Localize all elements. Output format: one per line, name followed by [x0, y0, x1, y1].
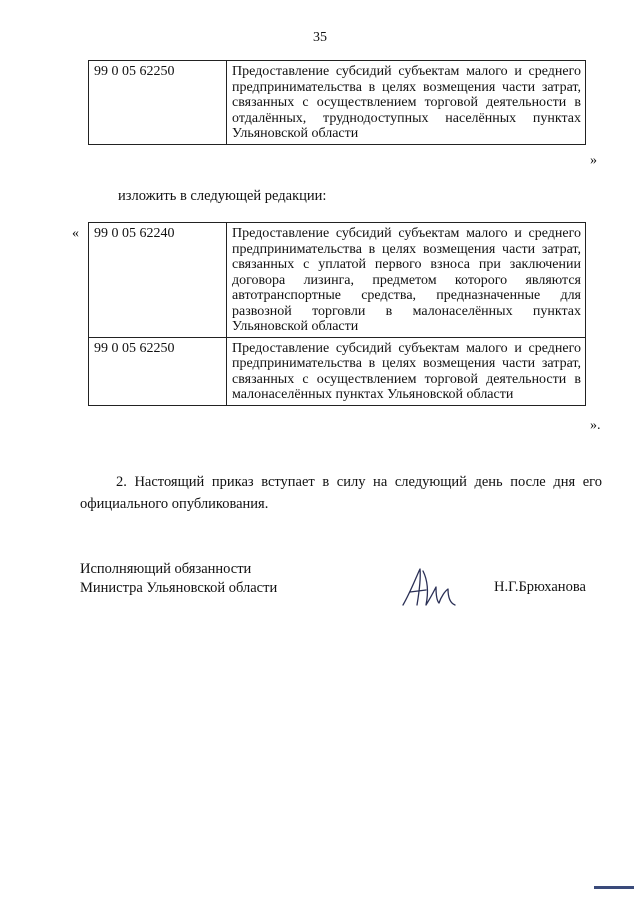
- signatory-name: Н.Г.Брюханова: [494, 579, 586, 595]
- closing-quote-period: ».: [590, 418, 601, 433]
- position-line: Министра Ульяновской области: [80, 580, 278, 596]
- description-cell: Предоставление субсидий субъектам малого и среднего предпринимательства в целях возмещения части затрат, связанных с уплатой первого взноса при заключении договора лизинга, предметом которого являются автотранспортные средства, предназначенные для развозной торговли в малонаселённых пунктах Ульяновской области: [227, 223, 586, 338]
- page-number: 35: [313, 30, 327, 45]
- handwritten-signature: [393, 565, 457, 611]
- budget-code-cell: 99 0 05 62250: [89, 61, 227, 145]
- closing-quote: »: [590, 153, 597, 168]
- old-budget-code-table: [88, 60, 586, 145]
- signatory-position: [80, 560, 277, 598]
- table-row: [89, 337, 586, 405]
- opening-quote: «: [72, 226, 79, 241]
- clause-2-text: 2. Настоящий приказ вступает в силу на следующий день после дня его официального опубликования.: [80, 474, 602, 512]
- scan-edge-mark: [594, 886, 634, 889]
- description-cell: Предоставление субсидий субъектам малого и среднего предпринимательства в целях возмещения части затрат, связанных с осуществлением торговой деятельности в малонаселённых пунктах Ульяновской области: [227, 337, 586, 405]
- table-row: [89, 61, 586, 145]
- budget-code-cell: 99 0 05 62240: [89, 223, 227, 338]
- table-row: [89, 223, 586, 338]
- description-cell: Предоставление субсидий субъектам малого и среднего предпринимательства в целях возмещения части затрат, связанных с осуществлением торговой деятельности в отдалённых, труднодоступных населённых пунктах Ульяновской области: [227, 61, 586, 145]
- position-line: Исполняющий обязанности: [80, 561, 252, 577]
- new-budget-code-table: [88, 222, 586, 406]
- budget-code-cell: 99 0 05 62250: [89, 337, 227, 405]
- transition-text: изложить в следующей редакции:: [118, 188, 327, 204]
